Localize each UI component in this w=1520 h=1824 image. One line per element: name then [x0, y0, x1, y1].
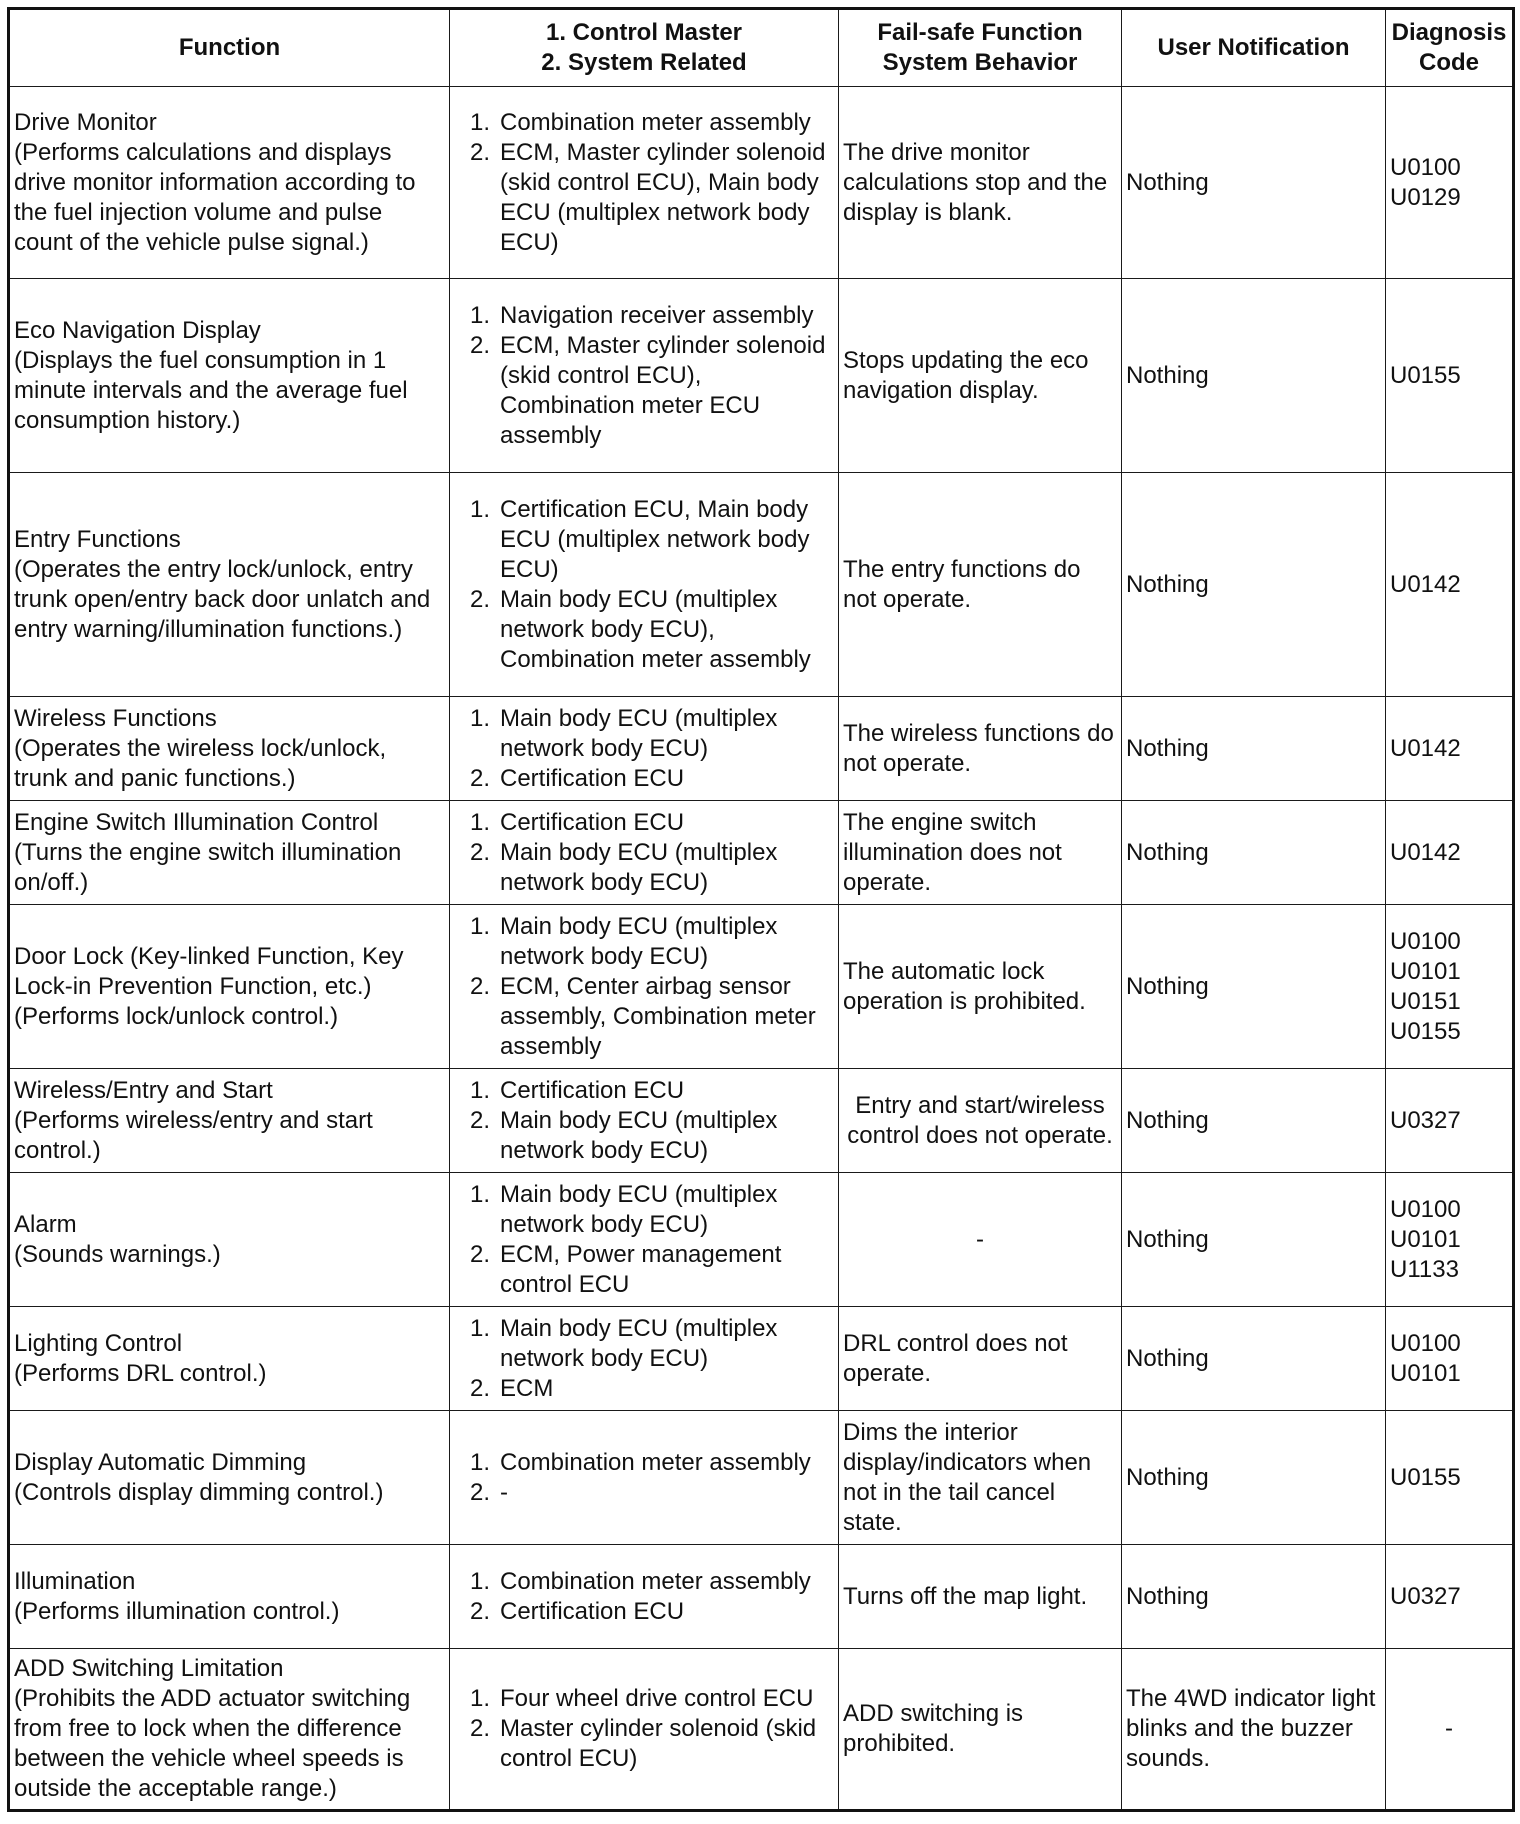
- system-related-item: [454, 1478, 834, 1508]
- list-number: 2.: [469, 764, 490, 792]
- diagnosis-code-cell: [1386, 905, 1514, 1069]
- list-number: 2.: [469, 838, 490, 866]
- function-cell: [9, 801, 450, 905]
- control-master-list: [454, 495, 834, 675]
- control-master-list: [454, 808, 834, 898]
- function-description: (Performs calculations and displays drive monitor information according to the fuel injection volume and pulse count of the vehicle pulse signal.): [14, 138, 416, 256]
- table-row: [9, 1307, 1514, 1411]
- list-number: 1.: [469, 1567, 490, 1595]
- diagnosis-code: U0155: [1390, 1463, 1461, 1491]
- failsafe-behavior-cell: DRL control does not operate.: [839, 1307, 1122, 1411]
- diagnosis-code-cell: [1386, 1173, 1514, 1307]
- function-cell: [9, 1545, 450, 1649]
- control-master-list: [454, 1076, 834, 1166]
- control-master-item-text: Combination meter assembly: [500, 108, 811, 136]
- system-related-item-text: ECM, Power management control ECU: [500, 1240, 782, 1298]
- function-description: (Prohibits the ADD actuator switching from free to lock when the difference between the vehicle wheel speeds is outside the acceptable range.): [14, 1685, 411, 1802]
- control-master-list: [454, 704, 834, 794]
- list-number: 2.: [469, 972, 490, 1000]
- table-row: [9, 697, 1514, 801]
- function-description: (Sounds warnings.): [14, 1240, 221, 1268]
- table-row: [9, 473, 1514, 697]
- list-number: 2.: [469, 1597, 490, 1625]
- control-master-cell: [450, 1545, 839, 1649]
- function-cell: [9, 87, 450, 279]
- list-number: 1.: [469, 301, 490, 329]
- function-cell: [9, 905, 450, 1069]
- system-related-item: [454, 1106, 834, 1166]
- system-related-item-text: ECM, Master cylinder solenoid (skid control ECU), Main body ECU (multiplex network body ECU): [500, 138, 826, 256]
- failsafe-behavior-cell: -: [839, 1173, 1122, 1307]
- diagnosis-code-cell: [1386, 1649, 1514, 1811]
- function-name: Door Lock (Key-linked Function, Key Lock-in Prevention Function, etc.): [14, 942, 404, 1000]
- function-cell: [9, 1173, 450, 1307]
- system-related-item-text: Certification ECU: [500, 1597, 685, 1625]
- diagnosis-code-cell: [1386, 1307, 1514, 1411]
- function-description: (Performs lock/unlock control.): [14, 1002, 339, 1030]
- diagnosis-code: U0327: [1390, 1582, 1461, 1610]
- control-master-item: [454, 108, 834, 138]
- diagnosis-code-cell: [1386, 1411, 1514, 1545]
- function-cell: [9, 279, 450, 473]
- control-master-item: [454, 495, 834, 585]
- control-master-item: [454, 808, 834, 838]
- list-number: 1.: [469, 495, 490, 523]
- table-row: [9, 87, 1514, 279]
- function-name: Illumination: [14, 1567, 136, 1595]
- fail-safe-table-container: [7, 7, 1515, 1812]
- system-related-item: [454, 838, 834, 898]
- user-notification-cell: Nothing: [1122, 905, 1386, 1069]
- list-number: 2.: [469, 1106, 490, 1134]
- table-row: [9, 1069, 1514, 1173]
- diagnosis-code: U0100: [1390, 1195, 1461, 1223]
- user-notification-cell: Nothing: [1122, 1173, 1386, 1307]
- diagnosis-code: -: [1445, 1715, 1453, 1742]
- diagnosis-code: U0151: [1390, 987, 1461, 1015]
- fail-safe-table: [7, 7, 1515, 1812]
- header-control-master-line1: 1. Control Master: [545, 19, 743, 46]
- diagnosis-code-cell: [1386, 1069, 1514, 1173]
- control-master-item: [454, 704, 834, 764]
- failsafe-behavior-cell: The automatic lock operation is prohibited.: [839, 905, 1122, 1069]
- list-number: 1.: [469, 808, 490, 836]
- table-row: [9, 279, 1514, 473]
- diagnosis-code-cell: [1386, 801, 1514, 905]
- failsafe-behavior-cell: The wireless functions do not operate.: [839, 697, 1122, 801]
- user-notification-cell: Nothing: [1122, 1411, 1386, 1545]
- table-row: [9, 801, 1514, 905]
- control-master-item: [454, 1180, 834, 1240]
- table-row: [9, 1545, 1514, 1649]
- control-master-cell: [450, 1649, 839, 1811]
- control-master-cell: [450, 697, 839, 801]
- function-name: Drive Monitor: [14, 108, 157, 136]
- system-related-item-text: ECM, Master cylinder solenoid (skid control ECU), Combination meter ECU assembly: [500, 331, 826, 449]
- diagnosis-code: U0142: [1390, 838, 1461, 866]
- function-name: Lighting Control: [14, 1329, 183, 1357]
- table-body: [9, 87, 1514, 1811]
- control-master-list: [454, 1180, 834, 1300]
- table-row: [9, 1411, 1514, 1545]
- diagnosis-code: U0142: [1390, 734, 1461, 762]
- control-master-item: [454, 1684, 834, 1714]
- failsafe-behavior-cell: Dims the interior display/indicators when not in the tail cancel state.: [839, 1411, 1122, 1545]
- list-number: 1.: [469, 108, 490, 136]
- failsafe-behavior-cell: ADD switching is prohibited.: [839, 1649, 1122, 1811]
- failsafe-behavior-cell: Turns off the map light.: [839, 1545, 1122, 1649]
- user-notification-cell: Nothing: [1122, 697, 1386, 801]
- control-master-item: [454, 1314, 834, 1374]
- control-master-item-text: Main body ECU (multiplex network body ECU): [500, 912, 778, 970]
- control-master-item: [454, 1448, 834, 1478]
- list-number: 2.: [469, 585, 490, 613]
- list-number: 1.: [469, 1448, 490, 1476]
- system-related-item: [454, 764, 834, 794]
- control-master-item-text: Four wheel drive control ECU: [500, 1685, 814, 1712]
- function-description: (Turns the engine switch illumination on/off.): [14, 838, 402, 896]
- header-failsafe-line1: Fail-safe Function: [877, 19, 1083, 46]
- control-master-item-text: Navigation receiver assembly: [500, 301, 814, 329]
- diagnosis-code: U0155: [1390, 361, 1461, 389]
- diagnosis-code: U0100: [1390, 927, 1461, 955]
- system-related-item-text: Master cylinder solenoid (skid control ECU): [500, 1715, 817, 1772]
- control-master-item-text: Main body ECU (multiplex network body ECU): [500, 1314, 778, 1372]
- diagnosis-code-cell: [1386, 697, 1514, 801]
- control-master-item: [454, 301, 834, 331]
- list-number: 1.: [469, 1076, 490, 1104]
- failsafe-behavior-cell: The drive monitor calculations stop and the display is blank.: [839, 87, 1122, 279]
- list-number: 2.: [469, 1240, 490, 1268]
- control-master-cell: [450, 905, 839, 1069]
- system-related-item-text: -: [500, 1478, 508, 1506]
- function-description: (Displays the fuel consumption in 1 minute intervals and the average fuel consumption history.): [14, 346, 408, 434]
- user-notification-cell: The 4WD indicator light blinks and the buzzer sounds.: [1122, 1649, 1386, 1811]
- diagnosis-code-cell: [1386, 473, 1514, 697]
- control-master-item-text: Certification ECU: [500, 1076, 685, 1104]
- control-master-item-text: Certification ECU, Main body ECU (multiplex network body ECU): [500, 495, 810, 583]
- diagnosis-code: U0155: [1390, 1017, 1461, 1045]
- diagnosis-code-cell: [1386, 1545, 1514, 1649]
- function-name: Alarm: [14, 1210, 77, 1238]
- function-cell: [9, 473, 450, 697]
- control-master-list: [454, 1684, 834, 1774]
- function-name: Eco Navigation Display: [14, 316, 261, 344]
- control-master-cell: [450, 87, 839, 279]
- user-notification-cell: Nothing: [1122, 279, 1386, 473]
- function-cell: [9, 1307, 450, 1411]
- user-notification-cell: Nothing: [1122, 473, 1386, 697]
- system-related-item: [454, 1597, 834, 1627]
- system-related-item: [454, 138, 834, 258]
- failsafe-behavior-cell: Entry and start/wireless control does not operate.: [839, 1069, 1122, 1173]
- header-diagnosis-code-line2: Code: [1419, 49, 1479, 76]
- table-row: [9, 1173, 1514, 1307]
- header-failsafe-line2: System Behavior: [882, 49, 1078, 76]
- function-description: (Operates the entry lock/unlock, entry trunk open/entry back door unlatch and entry warning/illumination functions.): [14, 555, 431, 643]
- function-cell: [9, 1649, 450, 1811]
- list-number: 1.: [469, 1685, 490, 1712]
- diagnosis-code: U1133: [1390, 1255, 1459, 1283]
- failsafe-behavior-cell: The engine switch illumination does not operate.: [839, 801, 1122, 905]
- header-diagnosis-code-line1: Diagnosis: [1391, 19, 1507, 46]
- function-cell: [9, 697, 450, 801]
- user-notification-cell: Nothing: [1122, 801, 1386, 905]
- function-name: Engine Switch Illumination Control: [14, 808, 379, 836]
- system-related-item: [454, 1240, 834, 1300]
- control-master-item: [454, 1076, 834, 1106]
- function-name: Entry Functions: [14, 525, 181, 553]
- control-master-cell: [450, 473, 839, 697]
- function-cell: [9, 1411, 450, 1545]
- system-related-item-text: ECM, Center airbag sensor assembly, Combination meter assembly: [500, 972, 816, 1060]
- control-master-list: [454, 1567, 834, 1627]
- header-control-master-line2: 2. System Related: [541, 49, 747, 76]
- system-related-item-text: ECM: [500, 1374, 554, 1402]
- control-master-cell: [450, 1411, 839, 1545]
- diagnosis-code: U0101: [1390, 1225, 1461, 1253]
- user-notification-cell: Nothing: [1122, 87, 1386, 279]
- system-related-item: [454, 585, 834, 675]
- system-related-item: [454, 1374, 834, 1404]
- header-function-label: Function: [178, 34, 281, 61]
- diagnosis-code: U0100: [1390, 1329, 1461, 1357]
- list-number: 2.: [469, 1374, 490, 1402]
- header-user-notification-label: User Notification: [1157, 34, 1350, 61]
- header-control-master: [450, 9, 839, 87]
- function-name: Wireless Functions: [14, 704, 217, 732]
- header-row: [9, 9, 1514, 87]
- function-description: (Performs wireless/entry and start control.): [14, 1106, 373, 1164]
- system-related-item-text: Main body ECU (multiplex network body ECU), Combination meter assembly: [500, 585, 811, 673]
- diagnosis-code-cell: [1386, 279, 1514, 473]
- control-master-list: [454, 912, 834, 1062]
- control-master-item-text: Certification ECU: [500, 808, 685, 836]
- control-master-item-text: Combination meter assembly: [500, 1567, 811, 1595]
- function-description: (Performs DRL control.): [14, 1359, 267, 1387]
- list-number: 2.: [469, 1715, 490, 1742]
- header-user-notification: [1122, 9, 1386, 87]
- user-notification-cell: Nothing: [1122, 1545, 1386, 1649]
- control-master-cell: [450, 1173, 839, 1307]
- list-number: 1.: [469, 1314, 490, 1342]
- failsafe-behavior-cell: Stops updating the eco navigation display.: [839, 279, 1122, 473]
- system-related-item-text: Certification ECU: [500, 764, 685, 792]
- header-diagnosis-code: [1386, 9, 1514, 87]
- control-master-list: [454, 301, 834, 451]
- list-number: 1.: [469, 912, 490, 940]
- control-master-list: [454, 108, 834, 258]
- function-description: (Controls display dimming control.): [14, 1478, 384, 1506]
- control-master-list: [454, 1314, 834, 1404]
- user-notification-cell: Nothing: [1122, 1307, 1386, 1411]
- list-number: 2.: [469, 138, 490, 166]
- control-master-item-text: Main body ECU (multiplex network body ECU): [500, 1180, 778, 1238]
- function-cell: [9, 1069, 450, 1173]
- control-master-cell: [450, 801, 839, 905]
- control-master-item-text: Main body ECU (multiplex network body ECU): [500, 704, 778, 762]
- table-row: [9, 905, 1514, 1069]
- diagnosis-code-cell: [1386, 87, 1514, 279]
- header-function: [9, 9, 450, 87]
- header-failsafe: [839, 9, 1122, 87]
- control-master-item: [454, 912, 834, 972]
- system-related-item-text: Main body ECU (multiplex network body ECU): [500, 838, 778, 896]
- list-number: 2.: [469, 331, 490, 359]
- control-master-item-text: Combination meter assembly: [500, 1448, 811, 1476]
- control-master-cell: [450, 279, 839, 473]
- table-row: [9, 1649, 1514, 1811]
- control-master-cell: [450, 1307, 839, 1411]
- function-name: Wireless/Entry and Start: [14, 1076, 273, 1104]
- diagnosis-code: U0100: [1390, 153, 1461, 181]
- control-master-cell: [450, 1069, 839, 1173]
- list-number: 2.: [469, 1478, 490, 1506]
- function-name: Display Automatic Dimming: [14, 1448, 307, 1476]
- user-notification-cell: Nothing: [1122, 1069, 1386, 1173]
- function-description: (Performs illumination control.): [14, 1597, 340, 1625]
- list-number: 1.: [469, 1180, 490, 1208]
- list-number: 1.: [469, 704, 490, 732]
- control-master-list: [454, 1448, 834, 1508]
- control-master-item: [454, 1567, 834, 1597]
- diagnosis-code: U0101: [1390, 957, 1461, 985]
- diagnosis-code: U0327: [1390, 1106, 1461, 1134]
- diagnosis-code: U0101: [1390, 1359, 1461, 1387]
- system-related-item: [454, 972, 834, 1062]
- system-related-item: [454, 331, 834, 451]
- failsafe-behavior-cell: The entry functions do not operate.: [839, 473, 1122, 697]
- function-description: (Operates the wireless lock/unlock, trunk and panic functions.): [14, 734, 387, 792]
- function-name: ADD Switching Limitation: [14, 1655, 284, 1682]
- system-related-item: [454, 1714, 834, 1774]
- system-related-item-text: Main body ECU (multiplex network body ECU): [500, 1106, 778, 1164]
- diagnosis-code: U0142: [1390, 570, 1461, 598]
- diagnosis-code: U0129: [1390, 183, 1461, 211]
